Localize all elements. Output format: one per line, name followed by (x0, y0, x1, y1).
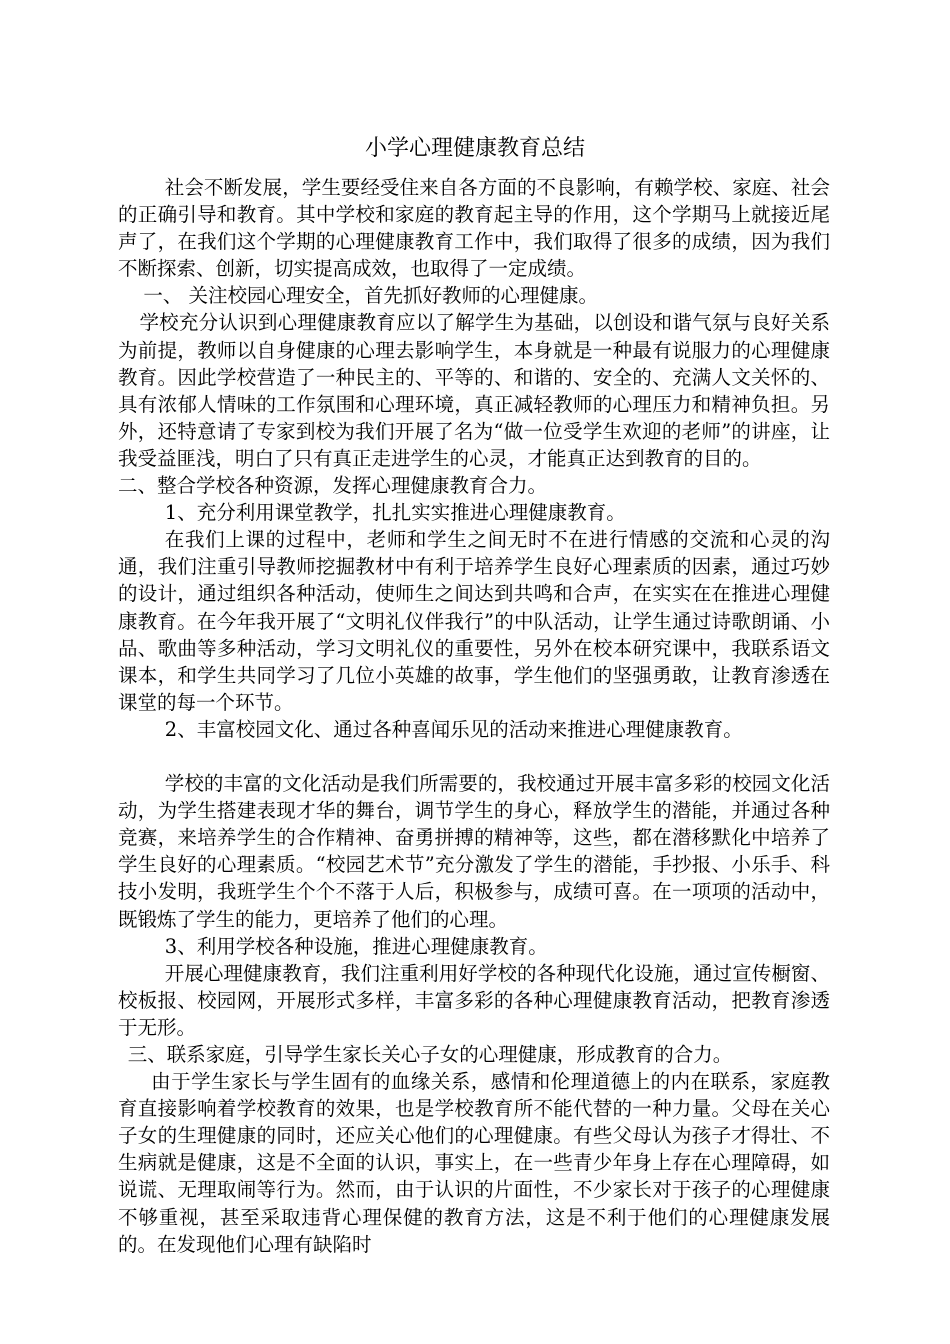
heading-section-2: 二、整合学校各种资源，发挥心理健康教育合力。 (118, 474, 548, 498)
subheading-classroom-teaching: 1、充分利用课堂教学，扎扎实实推进心理健康教育。 (164, 501, 626, 525)
paragraph-campus-culture: 学校的丰富的文化活动是我们所需要的，我校通过开展丰富多彩的校园文化活动，为学生搭建表现才华的舞台，调节学生的身心，释放学生的潜能，并通过各种竞赛，来培养学生的合作精神、奋勇拼搏的精神等，这些，都在潜移默化中培养了学生良好的心理素质。“校园艺术节”充分激发了学生的潜能，手抄报、小乐手、科技小发明，我班学生个个不落于人后，积极参与，成绩可喜。在一项项的活动中，既锻炼了学生的能力，更培养了他们的心理。 (118, 772, 830, 931)
document-body (118, 174, 830, 1258)
paragraph-intro: 社会不断发展，学生要经受住来自各方面的不良影响，有赖学校、家庭、社会的正确引导和教育。其中学校和家庭的教育起主导的作用，这个学期马上就接近尾声了，在我们这个学期的心理健康教育工作中，我们取得了很多的成绩，因为我们不断探索、创新，切实提高成效，也取得了一定成绩。 (118, 176, 830, 281)
paragraph-family-education: 由于学生家长与学生固有的血缘关系，感情和伦理道德上的内在联系，家庭教育直接影响着学校教育的效果，也是学校教育所不能代替的一种力量。父母在关心子女的生理健康的同时，还应关心他们的心理健康。有些父母认为孩子才得壮、不生病就是健康，这是不全面的认识，事实上，在一些青少年身上存在心理障碍，如说谎、无理取闹等行为。然而，由于认识的片面性，不少家长对于孩子的心理健康不够重视，甚至采取违背心理保健的教育方法，这是不利于他们的心理健康发展的。在发现他们心理有缺陷时 (118, 1070, 830, 1256)
paragraph-classroom-teaching: 在我们上课的过程中，老师和学生之间无时不在进行情感的交流和心灵的沟通，我们注重引导教师挖掘教材中有利于培养学生良好心理素质的因素，通过巧妙的设计，通过组织各种活动，使师生之间达到共鸣和合声，在实实在在推进心理健康教育。在今年我开展了“文明礼仪伴我行”的中队活动，让学生通过诗歌朗诵、小品、歌曲等多种活动，学习文明礼仪的重要性，另外在校本研究课中，我联系语文课本，和学生共同学习了几位小英雄的故事，学生他们的坚强勇敢，让教育渗透在课堂的每一个环节。 (118, 528, 830, 714)
paragraph-school-facilities: 开展心理健康教育，我们注重利用好学校的各种现代化设施，通过宣传橱窗、校板报、校园网，开展形式多样，丰富多彩的各种心理健康教育活动，把教育渗透于无形。 (118, 961, 830, 1039)
blank-line (118, 743, 830, 770)
paragraph-teacher-mental-health: 学校充分认识到心理健康教育应以了解学生为基础，以创设和谐气氛与良好关系为前提，教师以自身健康的心理去影响学生，本身就是一种最有说服力的心理健康教育。因此学校营造了一种民主的、平等的、和谐的、安全的、充满人文关怀的、具有浓郁人情味的工作氛围和心理环境，真正减轻教师的心理压力和精神负担。另外，还特意请了专家到校为我们开展了名为“做一位受学生欢迎的老师”的讲座，让我受益匪浅，明白了只有真正走进学生的心灵，才能真正达到教育的目的。 (118, 311, 830, 470)
document-title: 小学心理健康教育总结 (364, 136, 585, 161)
subheading-campus-culture: 2、丰富校园文化、通过各种喜闻乐见的活动来推进心理健康教育。 (164, 717, 743, 741)
heading-section-3: 三、联系家庭，引导学生家长关心子女的心理健康，形成教育的合力。 (127, 1043, 733, 1066)
subheading-school-facilities: 3、利用学校各种设施，推进心理健康教育。 (164, 934, 548, 958)
heading-section-1: 一、 关注校园心理安全，首先抓好教师的心理健康。 (143, 284, 599, 308)
